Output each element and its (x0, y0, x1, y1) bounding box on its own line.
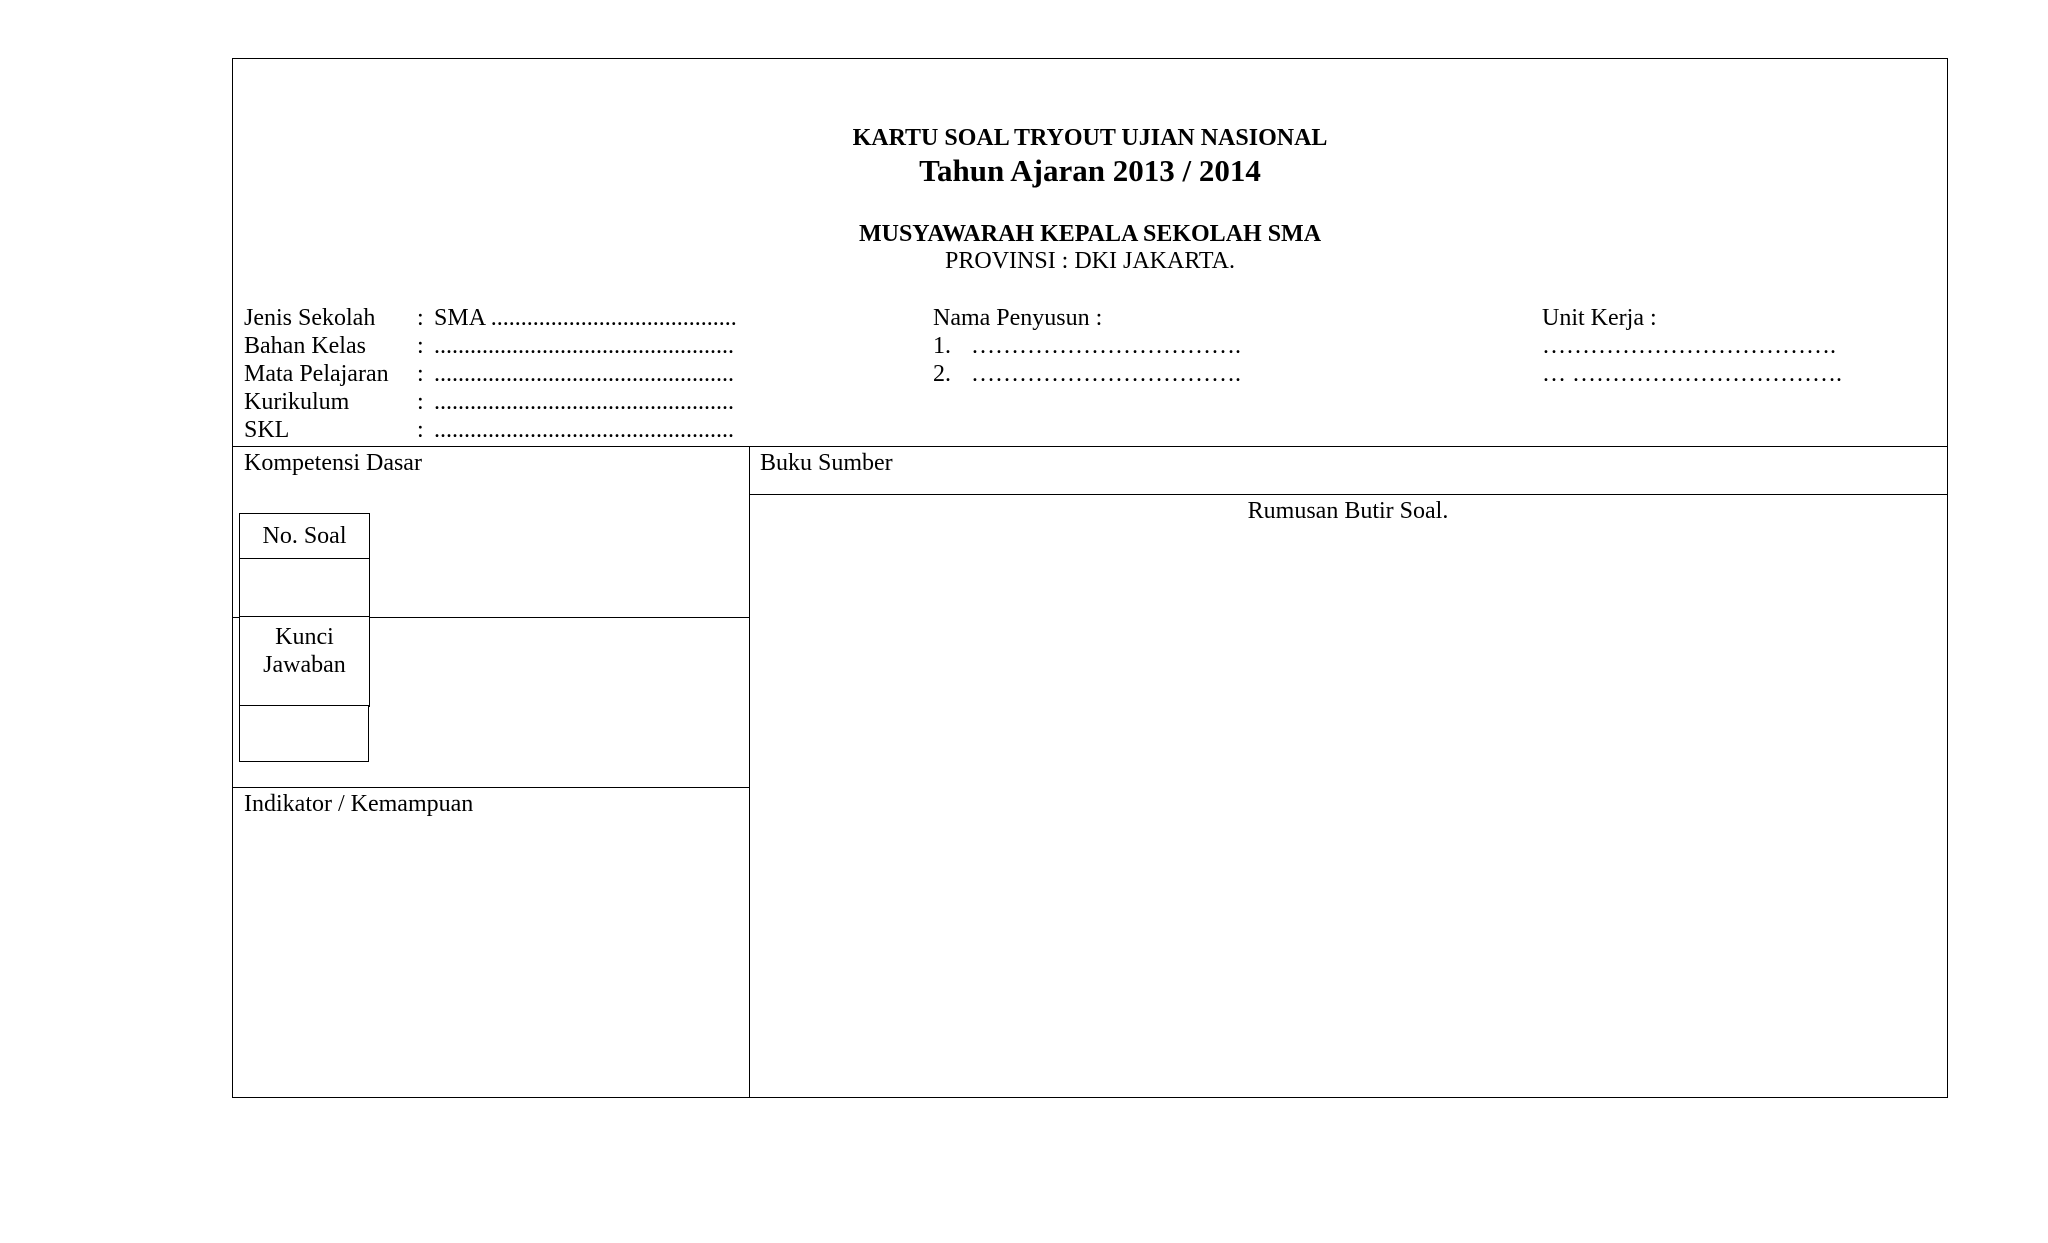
sep-jenis-sekolah: : (417, 305, 424, 331)
label-kurikulum: Kurikulum (244, 389, 350, 415)
penyusun-value-2: ……………………………. (971, 361, 1241, 387)
label-skl: SKL (244, 417, 290, 443)
unit-kerja-value-1: ………………………………. (1542, 333, 1836, 359)
sep-mata-pelajaran: : (417, 361, 424, 387)
unit-kerja-value-2: … ……………………………. (1542, 361, 1842, 387)
section-indikator: Indikator / Kemampuan (244, 791, 474, 817)
kunci-jawaban-value-box (239, 705, 369, 762)
label-bahan-kelas: Bahan Kelas (244, 333, 366, 359)
divider-vertical (749, 446, 750, 1097)
kunci-label-line1: Kunci (275, 624, 334, 650)
value-jenis-sekolah: SMA ......................................... (434, 305, 737, 331)
section-buku-sumber: Buku Sumber (760, 450, 893, 476)
section-rumusan-butir-soal: Rumusan Butir Soal. (1247, 498, 1449, 524)
divider-header (233, 446, 1947, 447)
value-bahan-kelas: .................................................. (434, 333, 734, 359)
value-kurikulum: .................................................. (434, 389, 734, 415)
value-skl: .................................................. (434, 417, 734, 443)
academic-year: Tahun Ajaran 2013 / 2014 (919, 153, 1261, 188)
organizer-name: MUSYAWARAH KEPALA SEKOLAH SMA (858, 221, 1322, 247)
question-card (232, 58, 1948, 1098)
kunci-label-line2: Jawaban (263, 652, 346, 678)
value-mata-pelajaran: .................................................. (434, 361, 734, 387)
province-line: PROVINSI : DKI JAKARTA. (945, 248, 1235, 274)
section-kompetensi-dasar: Kompetensi Dasar (244, 450, 422, 476)
divider-indikator (233, 787, 749, 788)
penyusun-value-1: ……………………………. (971, 333, 1241, 359)
kunci-jawaban-header (239, 616, 370, 707)
divider-buku-sumber (749, 494, 1947, 495)
label-jenis-sekolah: Jenis Sekolah (244, 305, 376, 331)
no-soal-value-box (239, 558, 370, 618)
label-mata-pelajaran: Mata Pelajaran (244, 361, 389, 387)
sep-bahan-kelas: : (417, 333, 424, 359)
label-nama-penyusun: Nama Penyusun : (933, 305, 1103, 331)
no-soal-label: No. Soal (262, 523, 347, 549)
penyusun-num-1: 1. (933, 333, 951, 359)
no-soal-header (239, 513, 370, 560)
sep-skl: : (417, 417, 424, 443)
label-unit-kerja: Unit Kerja : (1542, 305, 1657, 331)
penyusun-num-2: 2. (933, 361, 951, 387)
sep-kurikulum: : (417, 389, 424, 415)
card-title: KARTU SOAL TRYOUT UJIAN NASIONAL (852, 125, 1328, 151)
